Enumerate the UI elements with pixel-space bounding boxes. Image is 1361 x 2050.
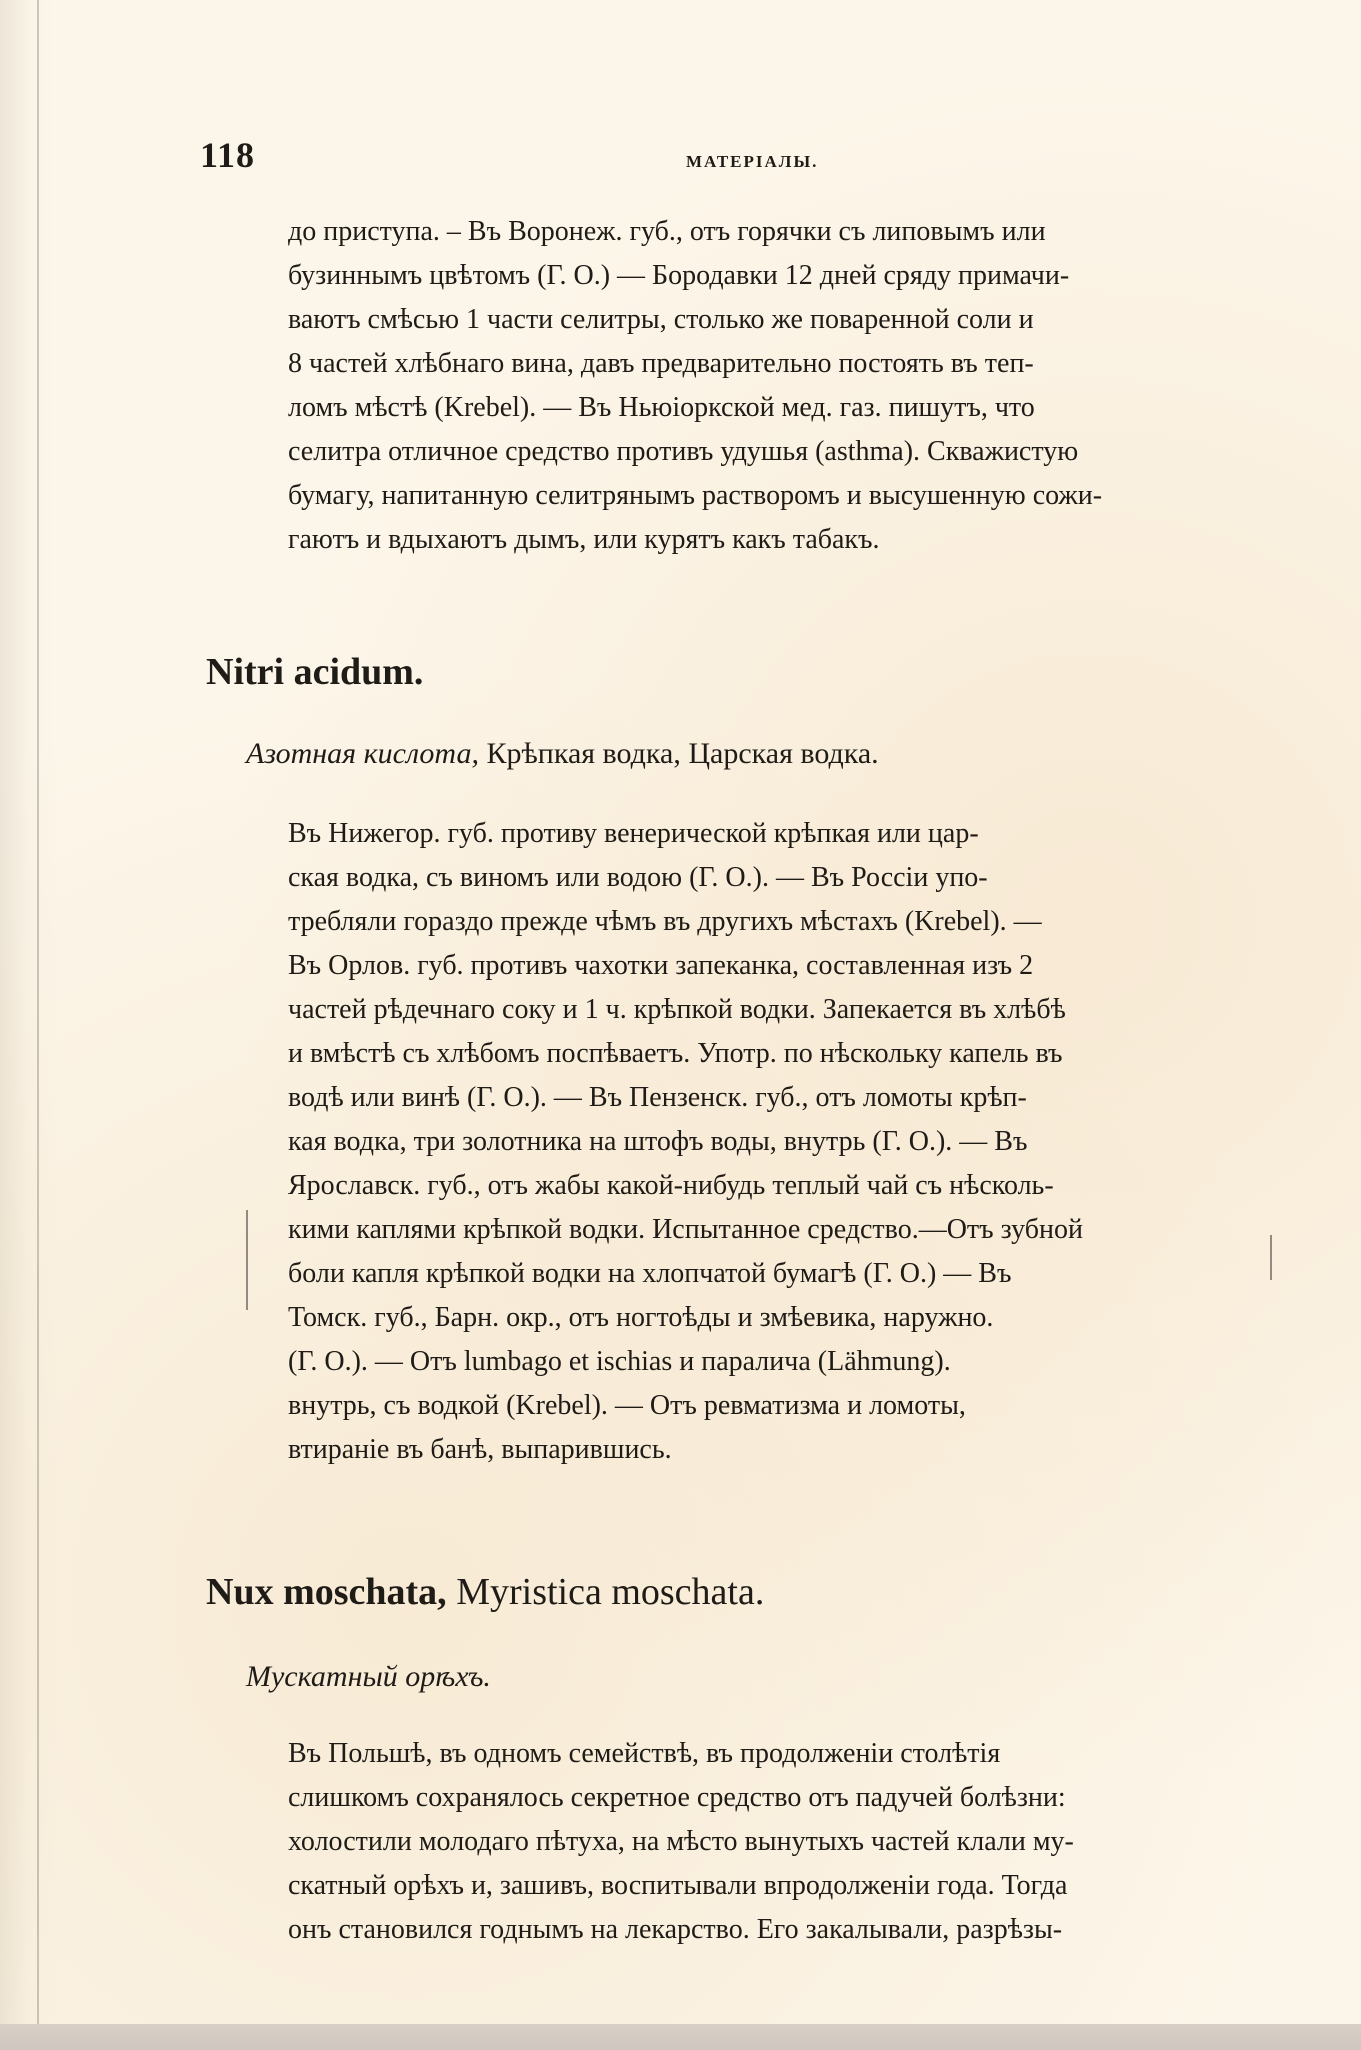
- paragraph-line: (Г. О.). — Отъ lumbago et ischias и паралича (Lähmung).: [288, 1346, 951, 1377]
- scan-bottom-strip: [0, 2024, 1361, 2050]
- running-title: МАТЕРІАЛЫ.: [686, 152, 819, 171]
- paragraph-line: онъ становился годнымъ на лекарство. Его закалывали, разрѣзы-: [288, 1914, 1063, 1945]
- nux-heading: [206, 1570, 764, 1614]
- paragraph-line: кими каплями крѣпкой водки. Испытанное средство.—Отъ зубной: [288, 1214, 1083, 1245]
- paragraph-line: 8 частей хлѣбнаго вина, давъ предварительно постоять въ теп-: [288, 348, 1034, 379]
- nitri-subheading-rest: Крѣпкая водка, Царская водка.: [478, 737, 879, 770]
- paragraph-line: и вмѣстѣ съ хлѣбомъ поспѣваетъ. Употр. по нѣскольку капель въ: [288, 1038, 1063, 1069]
- nitri-subheading-italic: Азотная кислота,: [246, 737, 479, 770]
- nux-subheading: Мускатный орѣхъ.: [246, 1660, 491, 1693]
- paragraph-line: водѣ или винѣ (Г. О.). — Въ Пензенск. губ., отъ ломоты крѣп-: [288, 1082, 1027, 1113]
- paragraph-line: гаютъ и вдыхаютъ дымъ, или курятъ какъ табакъ.: [288, 524, 880, 555]
- paragraph-line: ская водка, съ виномъ или водою (Г. О.). — Въ Россіи упо-: [288, 862, 988, 893]
- paragraph-line: ваютъ смѣсью 1 части селитры, столько же поваренной соли и: [288, 304, 1034, 335]
- nux-heading-main: Nux moschata,: [206, 1571, 447, 1613]
- paragraph-line: до приступа. – Въ Воронеж. губ., отъ горячки съ липовымъ или: [288, 216, 1046, 247]
- paragraph-line: требляли гораздо прежде чѣмъ въ другихъ мѣстахъ (Krebel). —: [288, 906, 1042, 937]
- paragraph-line: Въ Нижегор. губ. противу венерической крѣпкая или цар-: [288, 818, 979, 849]
- margin-mark-left: [246, 1210, 248, 1310]
- paragraph-line: скатный орѣхъ и, зашивъ, воспитывали впродолженіи года. Тогда: [288, 1870, 1068, 1901]
- nitri-heading: Nitri acidum.: [206, 651, 424, 693]
- paragraph-line: Томск. губ., Барн. окр., отъ ногтоѣды и змѣевика, наружно.: [288, 1302, 994, 1333]
- margin-mark-right: [1270, 1235, 1272, 1280]
- nitri-paragraph: [288, 812, 1260, 1472]
- paragraph-line: частей рѣдечнаго соку и 1 ч. крѣпкой водки. Запекается въ хлѣбѣ: [288, 994, 1066, 1025]
- paragraph-line: втираніе въ банѣ, выпарившись.: [288, 1434, 672, 1465]
- top-paragraph: [288, 210, 1260, 562]
- binding-gutter-line: [37, 0, 39, 2050]
- nitri-subheading: [246, 737, 879, 771]
- paragraph-line: кая водка, три золотника на штофъ воды, внутрь (Г. О.). — Въ: [288, 1126, 1028, 1157]
- paragraph-line: боли капля крѣпкой водки на хлопчатой бумагѣ (Г. О.) — Въ: [288, 1258, 1012, 1289]
- paragraph-line: Въ Польшѣ, въ одномъ семействѣ, въ продолженіи столѣтія: [288, 1738, 1001, 1769]
- paragraph-line: бумагу, напитанную селитрянымъ растворомъ и высушенную сожи-: [288, 480, 1103, 511]
- page-number: 118: [200, 135, 256, 175]
- paragraph-line: селитра отличное средство противъ удушья (asthma). Скважистую: [288, 436, 1079, 467]
- paragraph-line: Въ Орлов. губ. противъ чахотки запеканка, составленная изъ 2: [288, 950, 1034, 981]
- paragraph-line: внутрь, съ водкой (Krebel). — Отъ ревматизма и ломоты,: [288, 1390, 966, 1421]
- paragraph-line: ломъ мѣстѣ (Krebel). — Въ Ньюіоркской мед. газ. пишутъ, что: [288, 392, 1035, 423]
- paragraph-line: холостили молодаго пѣтуха, на мѣсто вынутыхъ частей клали му-: [288, 1826, 1074, 1857]
- paragraph-line: слишкомъ сохранялось секретное средство отъ падучей болѣзни:: [288, 1782, 1066, 1813]
- nux-heading-synonym: Myristica moschata.: [446, 1571, 765, 1613]
- paragraph-line: бузиннымъ цвѣтомъ (Г. О.) — Бородавки 12 дней сряду примачи-: [288, 260, 1070, 291]
- paragraph-line: Ярославск. губ., отъ жабы какой-нибудь теплый чай съ нѣсколь-: [288, 1170, 1054, 1201]
- nux-paragraph: [288, 1732, 1260, 1952]
